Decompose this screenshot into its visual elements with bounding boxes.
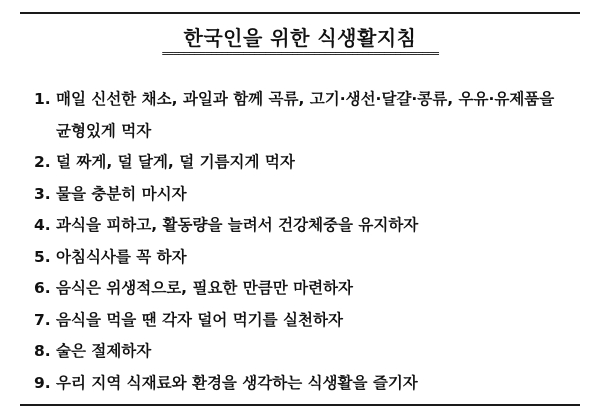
guideline-text: 아침식사를 꼭 하자 bbox=[56, 247, 187, 266]
title-underline: =================================================== bbox=[161, 48, 439, 60]
bottom-rule bbox=[20, 404, 580, 406]
guideline-item bbox=[34, 336, 574, 368]
guideline-number: 8. bbox=[34, 342, 51, 360]
guideline-list bbox=[34, 84, 574, 399]
guideline-item bbox=[34, 242, 574, 274]
guideline-number: 1. bbox=[34, 90, 51, 108]
guideline-text: 술은 절제하자 bbox=[56, 342, 152, 360]
guideline-text: 덜 짜게, 덜 달게, 덜 기름지게 먹자 bbox=[56, 153, 295, 171]
guideline-number: 4. bbox=[34, 216, 51, 234]
guideline-text: 음식을 먹을 땐 각자 덜어 먹기를 실천하자 bbox=[56, 310, 343, 329]
guideline-text: 매일 신선한 채소, 과일과 함께 곡류, 고기·생선·달걀·콩류, 우유·유제품을 균형있게 먹자 bbox=[56, 90, 555, 140]
guideline-number: 2. bbox=[34, 153, 51, 171]
guideline-item bbox=[34, 368, 574, 400]
guideline-item bbox=[34, 179, 574, 211]
guideline-item bbox=[34, 210, 574, 242]
guideline-number: 5. bbox=[34, 247, 51, 266]
guideline-number: 6. bbox=[34, 279, 51, 297]
guideline-item bbox=[34, 84, 574, 147]
guideline-number: 7. bbox=[34, 310, 51, 329]
guideline-number: 3. bbox=[34, 184, 51, 203]
guideline-text: 우리 지역 식재료와 환경을 생각하는 식생활을 즐기자 bbox=[56, 373, 418, 392]
guideline-item bbox=[34, 273, 574, 305]
top-rule bbox=[20, 12, 580, 14]
document-title: 한국인을 위한 식생활지침 bbox=[183, 26, 417, 50]
guideline-number: 9. bbox=[34, 373, 51, 392]
guideline-item bbox=[34, 147, 574, 179]
guideline-text: 음식은 위생적으로, 필요한 만큼만 마련하자 bbox=[56, 279, 353, 297]
guideline-item bbox=[34, 305, 574, 337]
guideline-text: 물을 충분히 마시자 bbox=[56, 184, 187, 203]
guideline-text: 과식을 피하고, 활동량을 늘려서 건강체중을 유지하자 bbox=[56, 216, 419, 234]
